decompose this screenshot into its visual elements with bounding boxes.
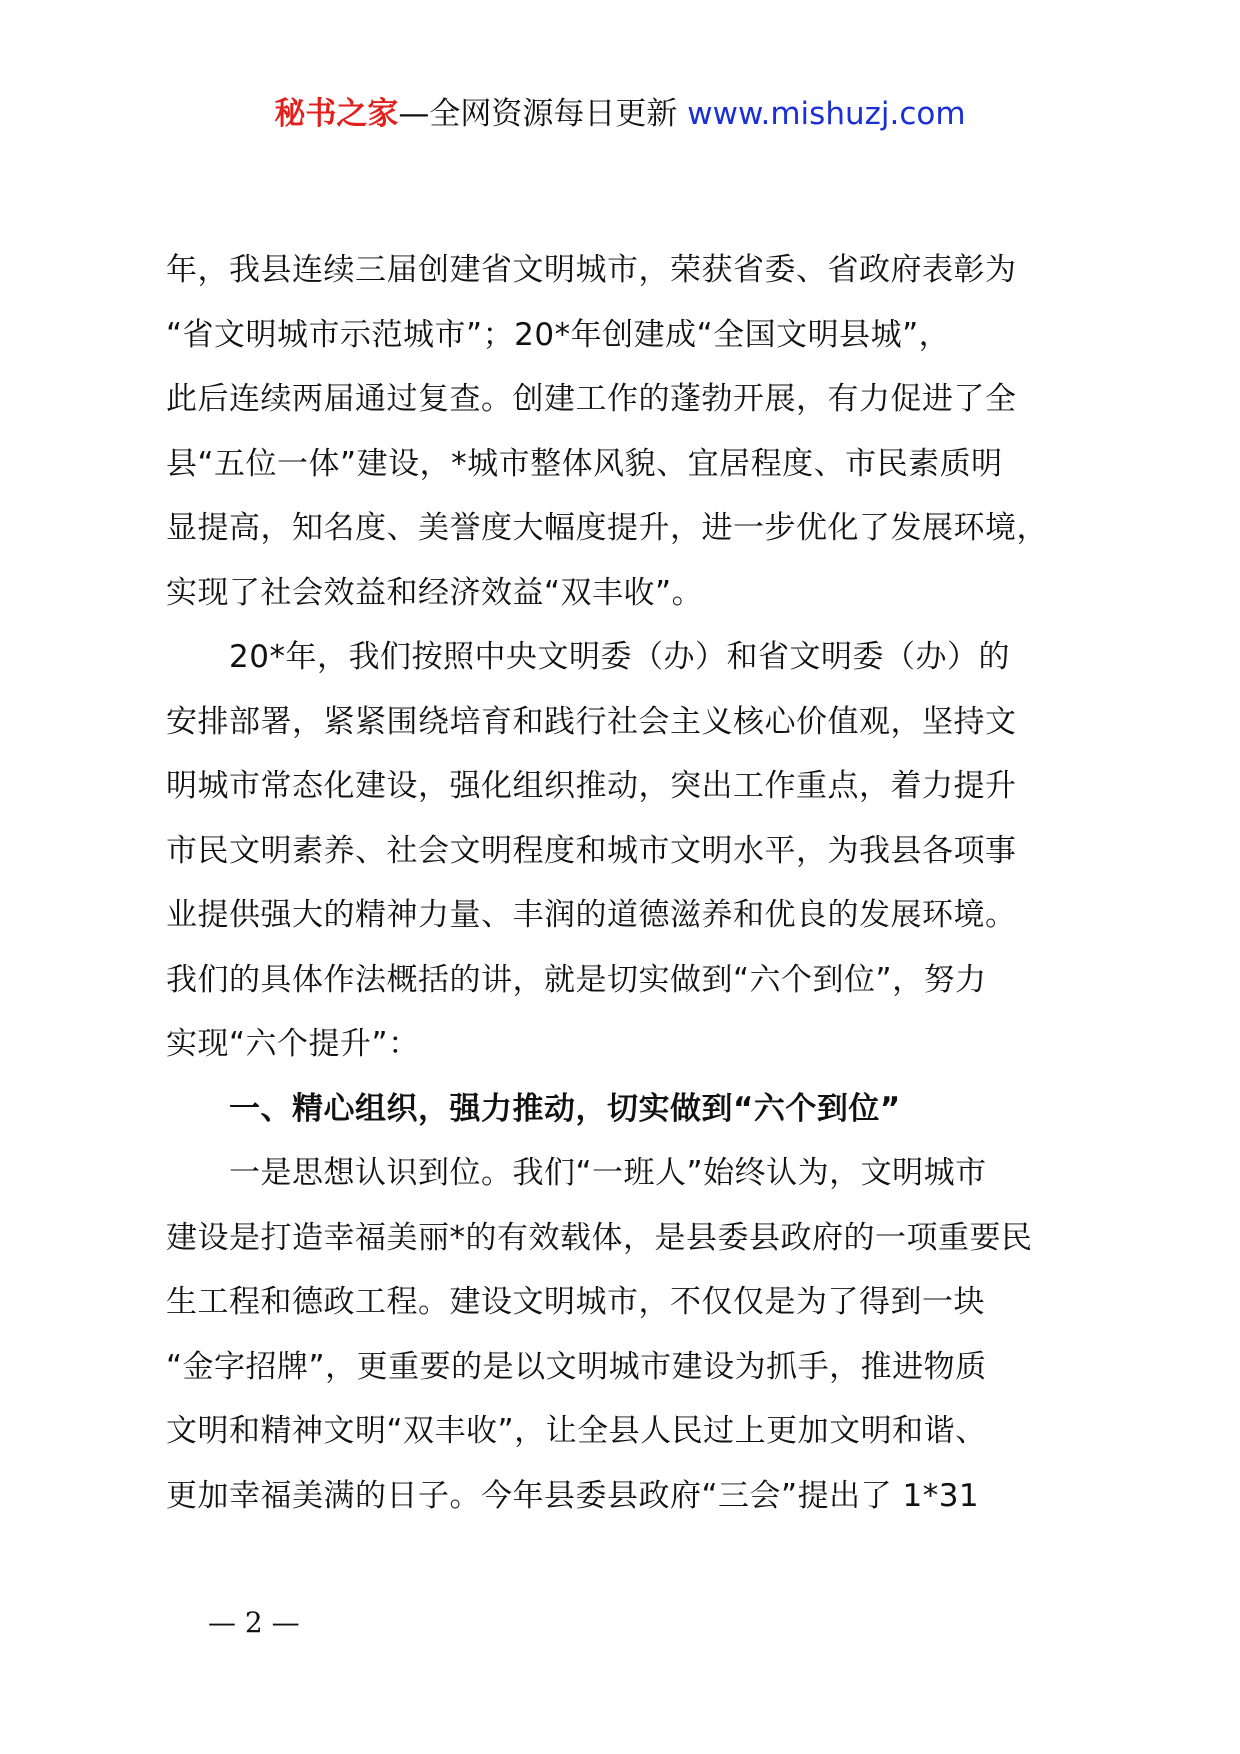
body-text-line: 一是思想认识到位。我们“一班人”始终认为，文明城市 xyxy=(166,1155,987,1191)
body-text-line: 实现“六个提升”： xyxy=(166,1026,420,1062)
body-text-line: 生工程和德政工程。建设文明城市，不仅仅是为了得到一块 xyxy=(166,1284,985,1320)
body-text-line: 文明和精神文明“双丰收”，让全县人民过上更加文明和谐、 xyxy=(166,1413,987,1449)
brand-name: 秘书之家 xyxy=(274,96,399,132)
body-text-line: 明城市常态化建设，强化组织推动，突出工作重点，着力提升 xyxy=(166,768,1017,804)
body-text-line: 县“五位一体”建设，*城市整体风貌、宜居程度、市民素质明 xyxy=(166,445,1003,482)
header-tagline: —全网资源每日更新 xyxy=(398,96,688,132)
body-text-line: 20*年，我们按照中央文明委（办）和省文明委（办）的 xyxy=(166,639,1010,675)
body-text-line: 更加幸福美满的日子。今年县委县政府“三会”提出了 1*31 xyxy=(166,1477,980,1514)
body-text-line: 显提高，知名度、美誉度大幅度提升，进一步优化了发展环境， xyxy=(166,510,1048,546)
body-text-line: “金字招牌”，更重要的是以文明城市建设为抓手，推进物质 xyxy=(166,1348,987,1385)
site-header xyxy=(0,94,1240,134)
body-text-line: 业提供强大的精神力量、丰润的道德滋养和优良的发展环境。 xyxy=(166,897,1017,933)
body-text-line: 我们的具体作法概括的讲，就是切实做到“六个到位”，努力 xyxy=(166,961,987,998)
body-text-line: “省文明城市示范城市”；20*年创建成“全国文明县城”， xyxy=(166,316,951,353)
body-text-line: 实现了社会效益和经济效益“双丰收”。 xyxy=(166,574,704,611)
section-heading-line: 一、精心组织，强力推动，切实做到“六个到位” xyxy=(166,1090,901,1127)
page-number: — 2 — xyxy=(208,1606,300,1639)
site-url-link[interactable]: www.mishuzj.com xyxy=(687,96,966,132)
body-text-line: 市民文明素养、社会文明程度和城市文明水平，为我县各项事 xyxy=(166,832,1017,869)
body-text-line: 建设是打造幸福美丽*的有效载体，是县委县政府的一项重要民 xyxy=(166,1219,1033,1256)
body-text-line: 安排部署，紧紧围绕培育和践行社会主义核心价值观，坚持文 xyxy=(166,703,1017,740)
body-text-line: 此后连续两届通过复查。创建工作的蓬勃开展，有力促进了全 xyxy=(166,381,1017,417)
body-text-line: 年，我县连续三届创建省文明城市，荣获省委、省政府表彰为 xyxy=(166,252,1017,288)
document-body xyxy=(166,238,1096,1528)
